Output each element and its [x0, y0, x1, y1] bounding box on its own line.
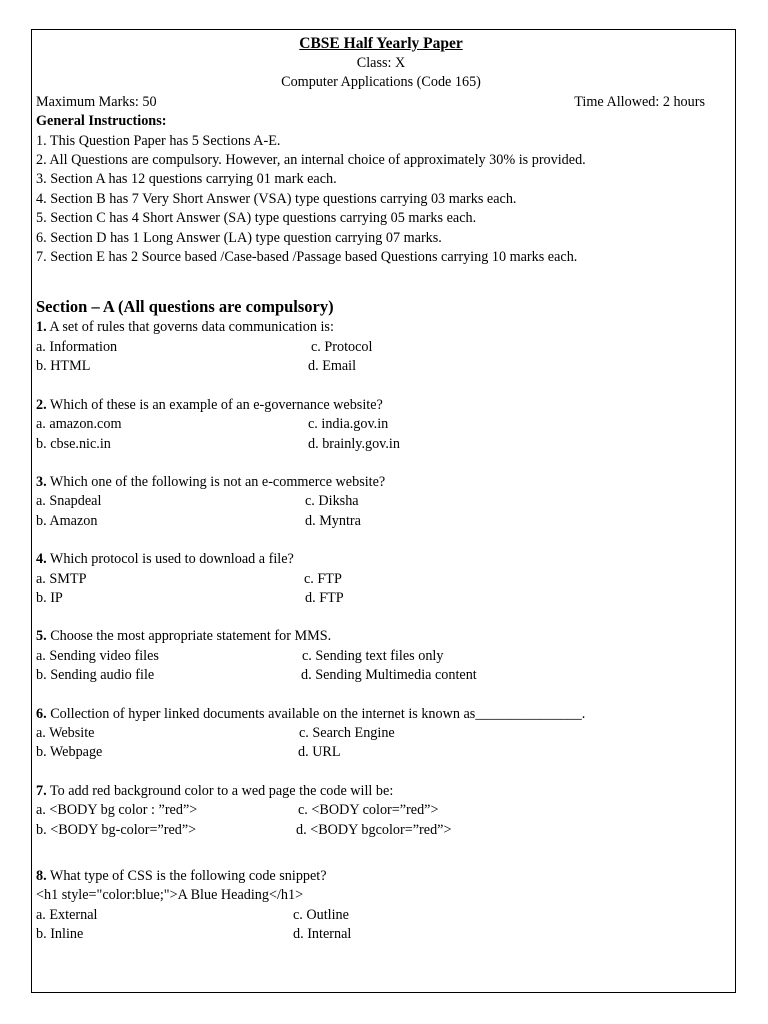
option-row — [36, 415, 726, 434]
question-stem — [36, 473, 726, 492]
option-d: d. <BODY bgcolor=”red”> — [296, 821, 452, 838]
option-row — [36, 492, 726, 511]
question-stem — [36, 550, 726, 569]
option-c: c. india.gov.in — [308, 416, 389, 433]
option-row — [36, 512, 726, 531]
question-stem — [36, 782, 726, 801]
question-2 — [36, 396, 726, 454]
option-a: a. External — [36, 906, 98, 923]
instructions-heading: General Instructions: — [36, 113, 167, 130]
question-6 — [36, 705, 726, 763]
code-snippet: <h1 style="color:blue;">A Blue Heading</h1> — [36, 887, 304, 904]
question-text: Collection of hyper linked documents available on the internet is known as_______________. — [46, 705, 586, 722]
instruction-item: 7. Section E has 2 Source based /Case-based /Passage based Questions carrying 10 marks each. — [36, 249, 578, 266]
question-7 — [36, 782, 726, 840]
instruction-item: 5. Section C has 4 Short Answer (SA) type questions carrying 05 marks each. — [36, 210, 477, 227]
question-number: 4. — [36, 551, 47, 568]
marks-time-row — [36, 93, 726, 112]
option-row — [36, 801, 726, 820]
option-c: c. <BODY color=”red”> — [298, 802, 439, 819]
question-number: 3. — [36, 473, 47, 490]
option-d: d. Sending Multimedia content — [301, 667, 477, 684]
option-row — [36, 906, 726, 925]
section-a-heading: Section – A (All questions are compulsory) — [36, 297, 334, 317]
subject-line: Computer Applications (Code 165) — [281, 74, 481, 91]
option-row — [36, 435, 726, 454]
question-text: Which protocol is used to download a file? — [46, 551, 294, 568]
option-a: a. SMTP — [36, 570, 87, 587]
question-1 — [36, 318, 726, 376]
question-stem — [36, 867, 726, 886]
option-c: c. Sending text files only — [302, 647, 444, 664]
question-stem — [36, 396, 726, 415]
option-row — [36, 589, 726, 608]
class-line: Class: X — [356, 55, 406, 71]
question-number: 5. — [36, 628, 47, 645]
option-a: a. Website — [36, 724, 95, 741]
option-d: d. Email — [308, 358, 357, 375]
option-d: d. Myntra — [305, 512, 361, 529]
option-a: a. amazon.com — [36, 416, 122, 433]
option-row — [36, 666, 726, 685]
option-row — [36, 821, 726, 840]
option-b: b. Webpage — [36, 744, 103, 761]
question-4 — [36, 550, 726, 608]
option-row — [36, 357, 726, 376]
instruction-item: 3. Section A has 12 questions carrying 01 mark each. — [36, 171, 337, 188]
option-a: a. <BODY bg color : ”red”> — [36, 802, 198, 819]
question-number: 1. — [36, 319, 47, 336]
option-c: c. Outline — [293, 906, 349, 923]
option-b: b. Amazon — [36, 512, 98, 529]
question-number: 2. — [36, 396, 47, 413]
question-stem — [36, 627, 726, 646]
question-text: A set of rules that governs data communication is: — [46, 319, 334, 336]
option-b: b. <BODY bg-color=”red”> — [36, 821, 197, 838]
option-d: d. FTP — [305, 589, 344, 606]
option-a: a. Snapdeal — [36, 493, 102, 510]
option-a: a. Information — [36, 338, 118, 355]
option-row — [36, 724, 726, 743]
option-row — [36, 647, 726, 666]
question-number: 8. — [36, 868, 47, 884]
question-text: What type of CSS is the following code snippet? — [46, 868, 327, 884]
question-text: Which of these is an example of an e-governance website? — [46, 396, 383, 413]
max-marks: Maximum Marks: 50 — [36, 93, 157, 110]
question-text: Which one of the following is not an e-commerce website? — [46, 473, 386, 490]
paper-title: CBSE Half Yearly Paper — [299, 35, 463, 52]
option-c: c. FTP — [304, 570, 342, 587]
question-3 — [36, 473, 726, 531]
question-text: Choose the most appropriate statement for MMS. — [46, 628, 332, 645]
question-stem — [36, 318, 726, 337]
option-b: b. cbse.nic.in — [36, 435, 111, 452]
option-b: b. Sending audio file — [36, 667, 155, 684]
option-row — [36, 925, 726, 944]
option-row — [36, 743, 726, 762]
option-d: d. Internal — [293, 926, 352, 943]
question-number: 6. — [36, 705, 47, 722]
option-d: d. brainly.gov.in — [308, 435, 400, 452]
instruction-item: 2. All Questions are compulsory. However, an internal choice of approximately 30% is provided. — [36, 152, 586, 169]
instruction-item: 6. Section D has 1 Long Answer (LA) type question carrying 07 marks. — [36, 229, 442, 246]
question-8 — [36, 867, 726, 945]
option-d: d. URL — [298, 744, 341, 761]
question-stem — [36, 705, 726, 724]
time-allowed: Time Allowed: 2 hours — [574, 93, 705, 110]
option-c: c. Diksha — [305, 493, 359, 510]
option-a: a. Sending video files — [36, 647, 159, 664]
option-c: c. Search Engine — [299, 724, 395, 741]
option-row — [36, 338, 726, 357]
question-number: 7. — [36, 782, 47, 799]
option-b: b. IP — [36, 589, 63, 606]
option-b: b. Inline — [36, 926, 84, 943]
question-paper — [36, 34, 726, 945]
option-c: c. Protocol — [311, 338, 373, 355]
option-row — [36, 570, 726, 589]
question-5 — [36, 627, 726, 685]
instruction-item: 4. Section B has 7 Very Short Answer (VSA) type questions carrying 03 marks each. — [36, 190, 517, 207]
question-text: To add red background color to a wed page the code will be: — [46, 782, 394, 799]
instruction-item: 1. This Question Paper has 5 Sections A-E. — [36, 132, 281, 149]
option-b: b. HTML — [36, 358, 91, 375]
